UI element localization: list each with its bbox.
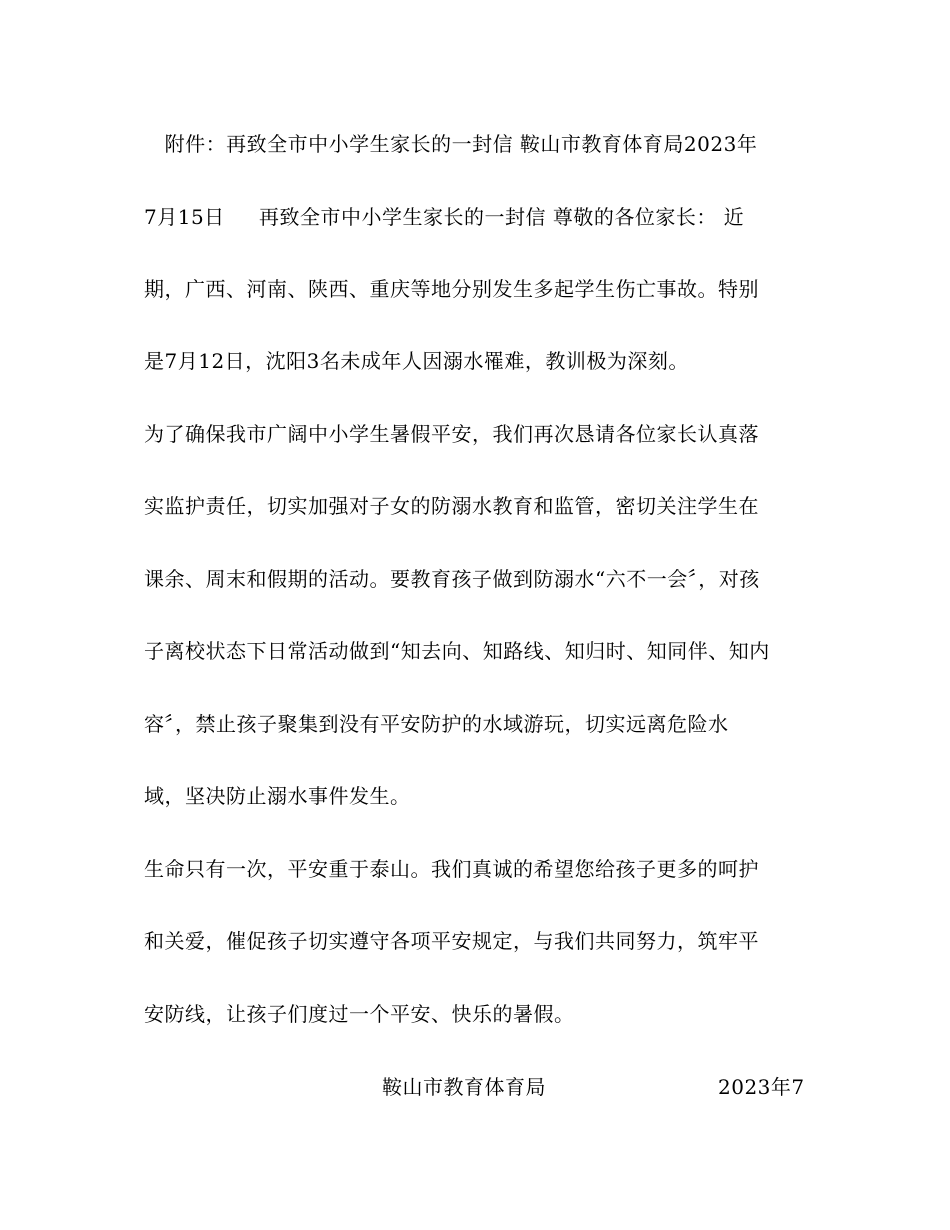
text-line: 7月15日 再致全市中小学生家长的一封信 尊敬的各位家长： 近 <box>144 205 745 229</box>
text-line: 是7月12日，沈阳3名未成年人因溺水罹难，教训极为深刻。 <box>144 349 689 373</box>
text-line: 附件：再致全市中小学生家长的一封信 鞍山市教育体育局2023年 <box>144 132 758 156</box>
text-line: 子离校状态下日常活动做到“知去向、知路线、知归时、知同伴、知内 <box>144 639 770 663</box>
text-line: 域，坚决防止溺水事件发生。 <box>144 784 411 808</box>
text-line: 课余、周末和假期的活动。要教育孩子做到防溺水“六不一会〞，对孩 <box>144 567 760 591</box>
text-line: 容〞，禁止孩子聚集到没有平安防护的水域游玩，切实远离危险水 <box>144 712 729 736</box>
text-line: 安防线，让孩子们度过一个平安、快乐的暑假。 <box>144 1002 575 1026</box>
signature-date: 2023年7 <box>718 1075 805 1099</box>
text-line: 实监护责任，切实加强对子女的防溺水教育和监管，密切关注学生在 <box>144 494 759 518</box>
text-line: 生命只有一次，平安重于泰山。我们真诚的希望您给孩子更多的呵护 <box>144 857 759 881</box>
text-line: 为了确保我市广阔中小学生暑假平安，我们再次恳请各位家长认真落 <box>144 422 759 446</box>
text-line: 期，广西、河南、陕西、重庆等地分别发生多起学生伤亡事故。特别 <box>144 277 759 301</box>
signature-org: 鞍山市教育体育局 <box>382 1075 546 1099</box>
text-line: 和关爱，催促孩子切实遵守各项平安规定，与我们共同努力，筑牢平 <box>144 929 759 953</box>
